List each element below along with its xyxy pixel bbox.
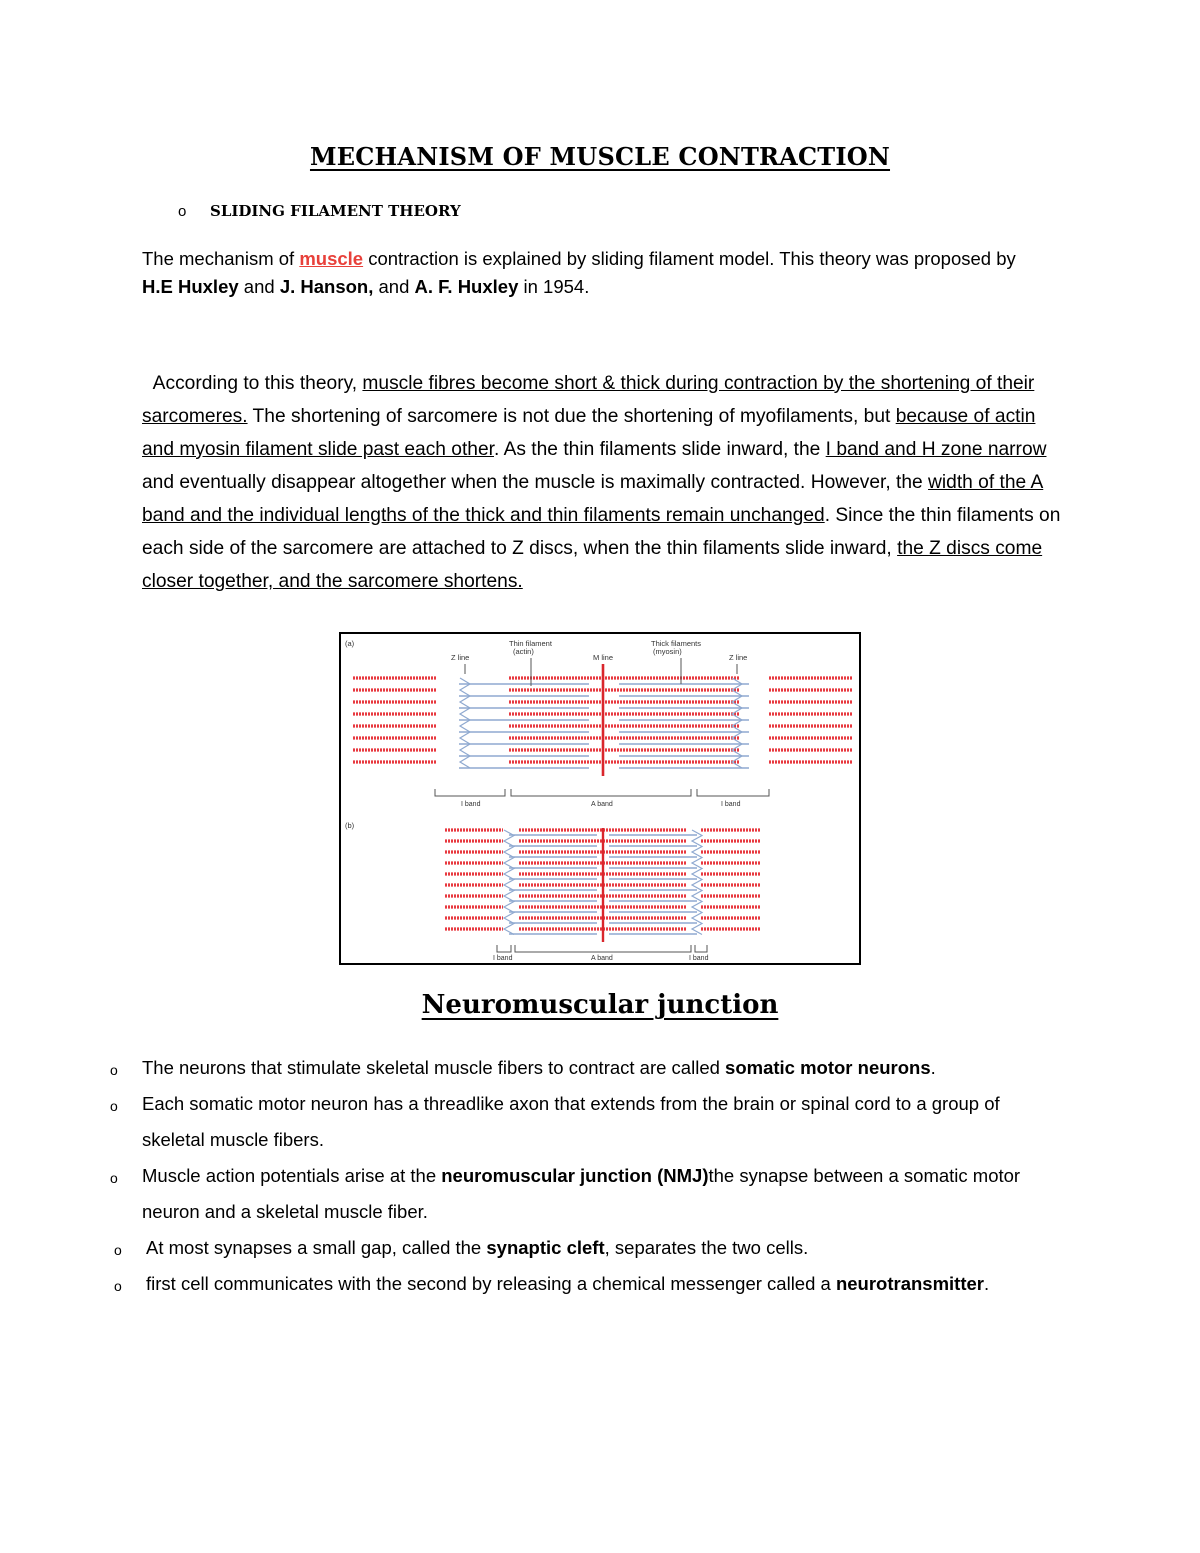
list-item [104, 1050, 1064, 1086]
list-text: first cell communicates with the second by releasing a chemical messenger called a [146, 1273, 836, 1294]
bullet-marker: o [114, 1278, 122, 1294]
list-text: At most synapses a small gap, called the [146, 1237, 487, 1258]
key-term: somatic motor neurons [725, 1057, 931, 1078]
m-line-label: M line [593, 653, 614, 662]
key-term: neurotransmitter [835, 1273, 984, 1294]
band-label: A band [591, 955, 613, 962]
theory-underlined-text: muscle fibres become short & thick during contraction by the shortening of their sarcomeres. [142, 373, 1035, 427]
thick-filaments-label: Thick filaments [651, 639, 702, 648]
band-bracket [497, 945, 511, 952]
band-label: I band [461, 801, 481, 808]
intro-text: and [238, 276, 280, 297]
list-text: . [930, 1057, 936, 1078]
section-heading-text: SLIDING FILAMENT THEORY [210, 202, 461, 220]
sarcomere-diagram [341, 634, 859, 963]
panel-b-label: (b) [345, 821, 355, 830]
list-text: Each somatic motor neuron has a threadlike axon that extends from the brain or spinal cord to a group of skeletal muscle fibers. [142, 1093, 1000, 1150]
theory-underlined-text: I band and H zone narrow [825, 439, 1047, 460]
author-name: H.E Huxley [142, 276, 239, 297]
author-name: J. Hanson, [279, 276, 374, 297]
z-line-right-label: Z line [729, 653, 748, 662]
list-item [108, 1266, 1064, 1302]
band-bracket [511, 789, 691, 796]
band-bracket [435, 789, 505, 796]
intro-text: The mechanism of [142, 248, 300, 269]
list-text: . [984, 1273, 990, 1294]
intro-paragraph [142, 245, 1042, 301]
theory-text: According to this theory, [152, 373, 363, 394]
bullet-marker: o [110, 1170, 118, 1186]
author-name: A. F. Huxley [414, 276, 519, 297]
theory-underlined-text: the Z discs come closer together, and the sarcomere shortens. [142, 538, 1043, 592]
nmj-heading: Neuromuscular junction [421, 990, 779, 1020]
band-label: A band [591, 801, 613, 808]
thin-filament-label: Thin filament [509, 639, 552, 648]
bullet-marker: o [110, 1062, 118, 1078]
z-line-left-label: Z line [451, 653, 470, 662]
panel-a-label: (a) [345, 639, 355, 648]
intro-text: in 1954. [518, 276, 590, 297]
key-term: synaptic cleft [486, 1237, 605, 1258]
theory-text: . As the thin filaments slide inward, the [493, 439, 826, 460]
page-title: MECHANISM OF MUSCLE CONTRACTION [309, 142, 891, 171]
z-line [460, 678, 470, 768]
list-text: , separates the two cells. [604, 1237, 809, 1258]
theory-underlined-text: width of the A band and the individual lengths of the thick and thin filaments remain unchanged [142, 472, 1044, 526]
bullet-marker: o [110, 1098, 118, 1114]
actin-label: (actin) [513, 647, 534, 656]
bullet-marker: o [178, 203, 187, 220]
band-bracket [515, 945, 691, 952]
myosin-label: (myosin) [653, 647, 682, 656]
muscle-link[interactable]: muscle [299, 248, 364, 269]
band-label: I band [721, 801, 741, 808]
contracted-sarcomere [445, 828, 761, 962]
bullet-marker: o [114, 1242, 122, 1258]
theory-text: The shortening of sarcomere is not due the shortening of myofilaments, but [247, 406, 896, 427]
intro-text: and [373, 276, 415, 297]
list-text: the synapse between a somatic motor neuron and a skeletal muscle fiber. [142, 1165, 1021, 1222]
list-item [104, 1158, 1064, 1230]
theory-text: . Since the thin filaments on each side of the sarcomere are attached to Z discs, when the thin filaments slide inward, [142, 505, 1061, 559]
key-term: neuromuscular junction (NMJ) [441, 1165, 709, 1186]
theory-paragraph [142, 367, 1072, 598]
list-text: Muscle action potentials arise at the [142, 1165, 442, 1186]
relaxed-sarcomere [353, 658, 853, 808]
intro-text: contraction is explained by sliding filament model. This theory was proposed by [363, 248, 1016, 269]
nmj-bullet-list [104, 1050, 1064, 1302]
list-item [108, 1230, 1064, 1266]
section-heading-sliding-filament [178, 202, 461, 220]
theory-text: and eventually disappear altogether when the muscle is maximally contracted. However, the [142, 472, 929, 493]
list-text: The neurons that stimulate skeletal muscle fibers to contract are called [142, 1057, 726, 1078]
band-bracket [695, 945, 707, 952]
band-label: I band [689, 955, 709, 962]
sarcomere-figure [339, 632, 861, 965]
list-item [104, 1086, 1064, 1158]
band-label: I band [493, 955, 513, 962]
band-bracket [697, 789, 769, 796]
theory-underlined-text: because of actin and myosin filament slide past each other [142, 406, 1036, 460]
